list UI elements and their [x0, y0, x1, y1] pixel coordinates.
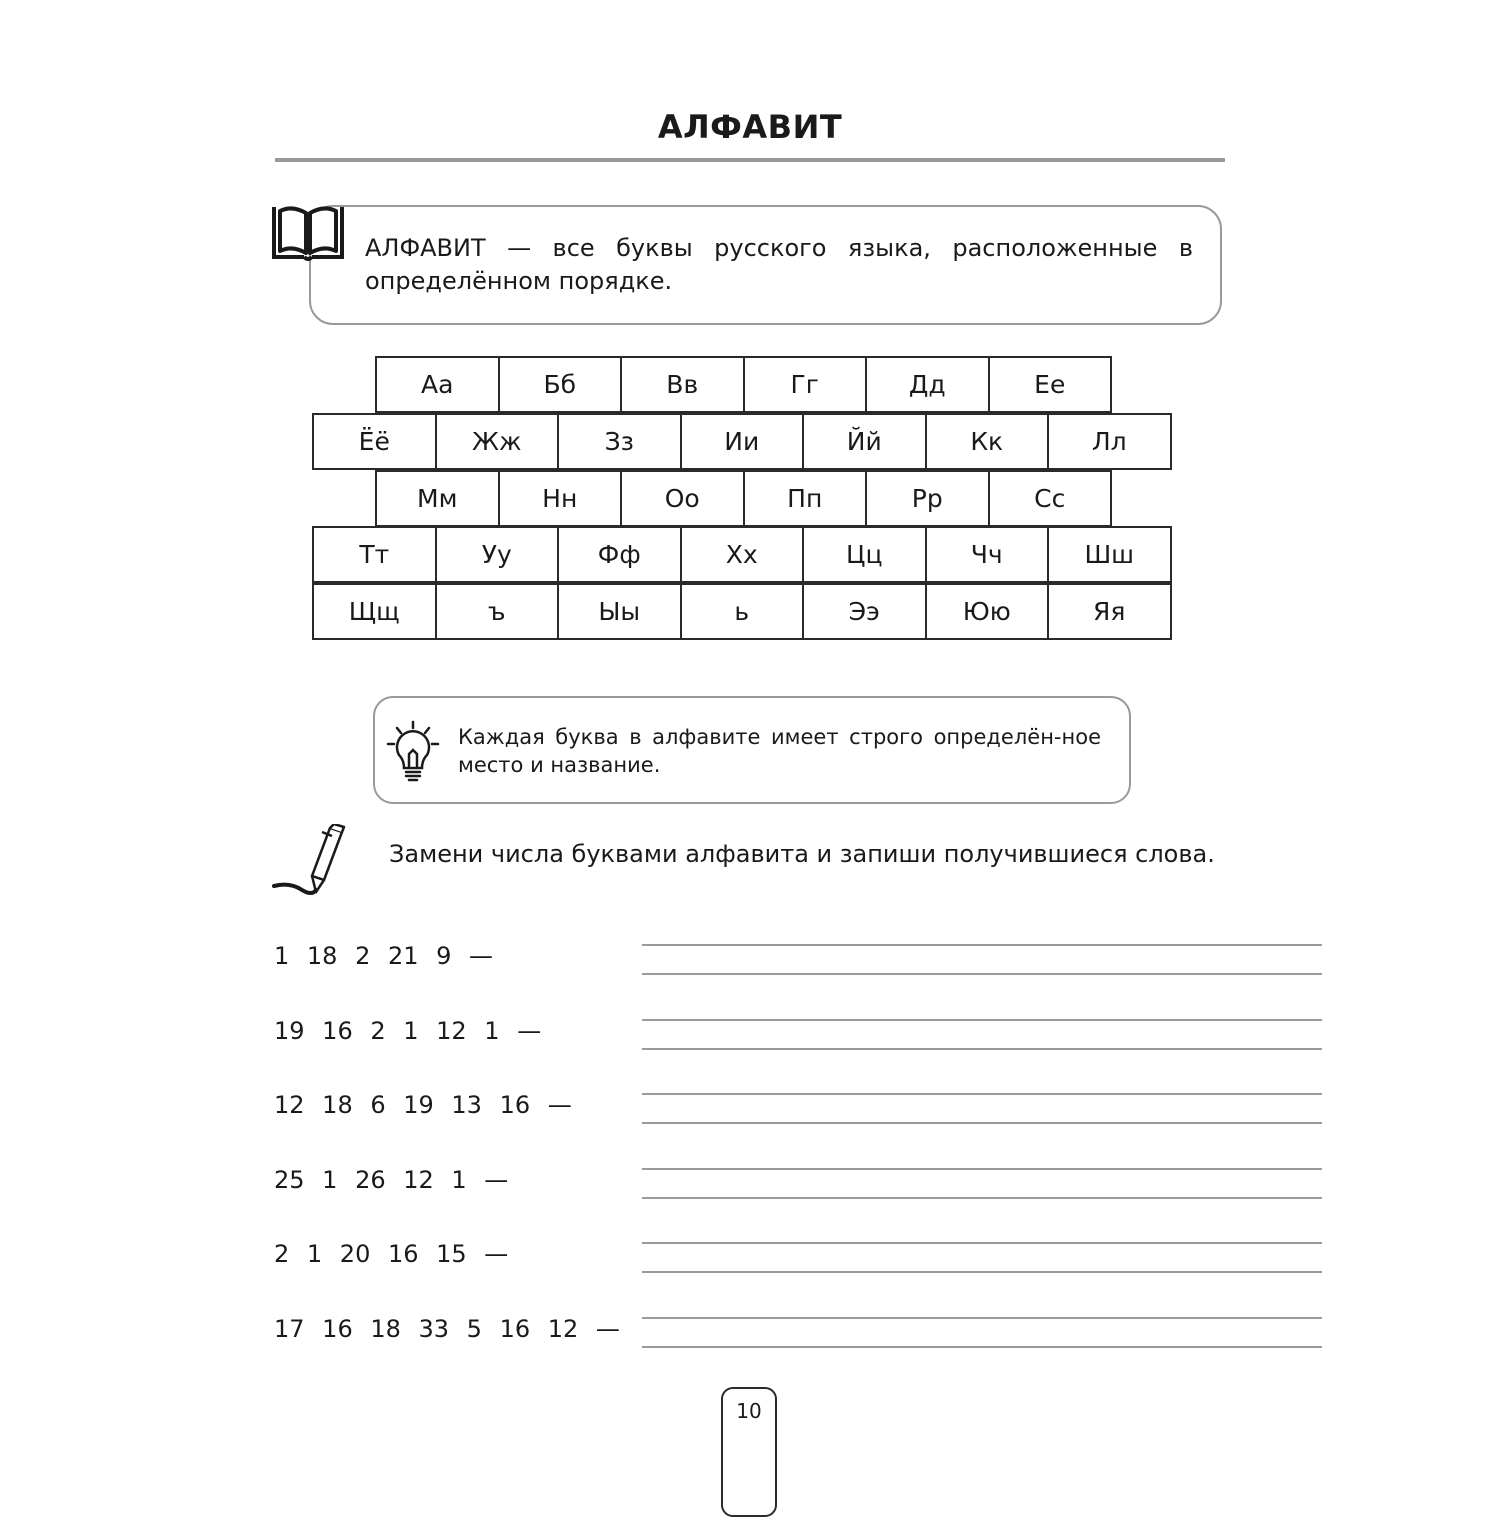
alphabet-letter-cell: Фф	[557, 526, 682, 583]
alphabet-letter-cell: Чч	[925, 526, 1050, 583]
alphabet-letter-cell: Щщ	[312, 583, 437, 640]
exercise-numbers: 1 18 2 21 9 —	[274, 942, 494, 970]
lightbulb-icon	[385, 718, 441, 784]
alphabet-row	[375, 356, 1112, 413]
alphabet-row	[312, 583, 1172, 640]
alphabet-letter-cell: Яя	[1047, 583, 1172, 640]
alphabet-letter-cell: Ее	[988, 356, 1113, 413]
exercise-numbers: 12 18 6 19 13 16 —	[274, 1091, 572, 1119]
alphabet-letter-cell: Оо	[620, 470, 745, 527]
alphabet-letter-cell: Лл	[1047, 413, 1172, 470]
alphabet-letter-cell: Мм	[375, 470, 500, 527]
alphabet-letter-cell: Ии	[680, 413, 805, 470]
alphabet-letter-cell: Сс	[988, 470, 1113, 527]
alphabet-letter-cell: Ёё	[312, 413, 437, 470]
alphabet-letter-cell: Тт	[312, 526, 437, 583]
task-text: Замени числа буквами алфавита и запиши получившиеся слова.	[389, 840, 1215, 868]
answer-line[interactable]	[642, 1271, 1322, 1273]
alphabet-letter-cell: Ээ	[802, 583, 927, 640]
alphabet-letter-cell: Шш	[1047, 526, 1172, 583]
exercise-row	[274, 1315, 1324, 1375]
alphabet-letter-cell: Дд	[865, 356, 990, 413]
alphabet-letter-cell: Зз	[557, 413, 682, 470]
exercise-row	[274, 1017, 1324, 1077]
answer-line[interactable]	[642, 1093, 1322, 1095]
alphabet-letter-cell: Вв	[620, 356, 745, 413]
exercise-numbers: 19 16 2 1 12 1 —	[274, 1016, 542, 1045]
title-divider	[275, 158, 1225, 162]
answer-line[interactable]	[642, 1048, 1322, 1050]
exercise-row	[274, 1091, 1324, 1151]
answer-line[interactable]	[642, 1346, 1322, 1348]
page-title: АЛФАВИТ	[657, 108, 843, 146]
exercise-row	[274, 1240, 1324, 1300]
alphabet-letter-cell: Нн	[498, 470, 623, 527]
answer-line[interactable]	[642, 1242, 1322, 1244]
exercise-numbers: 2 1 20 16 15 —	[274, 1240, 509, 1268]
alphabet-letter-cell: Рр	[865, 470, 990, 527]
answer-line[interactable]	[642, 1019, 1322, 1021]
exercise-row	[274, 1166, 1324, 1226]
pencil-icon	[272, 824, 350, 900]
alphabet-letter-cell: Гг	[743, 356, 868, 413]
alphabet-row	[375, 470, 1112, 527]
answer-line[interactable]	[642, 1122, 1322, 1124]
open-book-icon	[270, 203, 346, 263]
alphabet-letter-cell: Йй	[802, 413, 927, 470]
alphabet-letter-cell: Цц	[802, 526, 927, 583]
alphabet-letter-cell: Кк	[925, 413, 1050, 470]
alphabet-letter-cell: ъ	[435, 583, 560, 640]
exercise-row	[274, 942, 1324, 1002]
alphabet-letter-cell: Уу	[435, 526, 560, 583]
definition-text: АЛФАВИТ — все буквы русского языка, расположенные в определённом порядке.	[365, 234, 1193, 295]
alphabet-row	[312, 526, 1172, 583]
alphabet-letter-cell: Хх	[680, 526, 805, 583]
answer-line[interactable]	[642, 1317, 1322, 1319]
answer-line[interactable]	[642, 1197, 1322, 1199]
exercise-numbers: 17 16 18 33 5 16 12 —	[274, 1314, 620, 1343]
exercise-numbers: 25 1 26 12 1 —	[274, 1165, 509, 1194]
alphabet-letter-cell: Аа	[375, 356, 500, 413]
alphabet-letter-cell: Бб	[498, 356, 623, 413]
alphabet-row	[312, 413, 1172, 470]
page-number: 10	[721, 1387, 777, 1517]
alphabet-letter-cell: Жж	[435, 413, 560, 470]
alphabet-letter-cell: Пп	[743, 470, 868, 527]
answer-line[interactable]	[642, 973, 1322, 975]
tip-text: Каждая буква в алфавите имеет строго определён-ное место и название.	[458, 725, 1101, 777]
alphabet-letter-cell: Юю	[925, 583, 1050, 640]
alphabet-letter-cell: ь	[680, 583, 805, 640]
answer-line[interactable]	[642, 1168, 1322, 1170]
answer-line[interactable]	[642, 944, 1322, 946]
alphabet-letter-cell: Ыы	[557, 583, 682, 640]
